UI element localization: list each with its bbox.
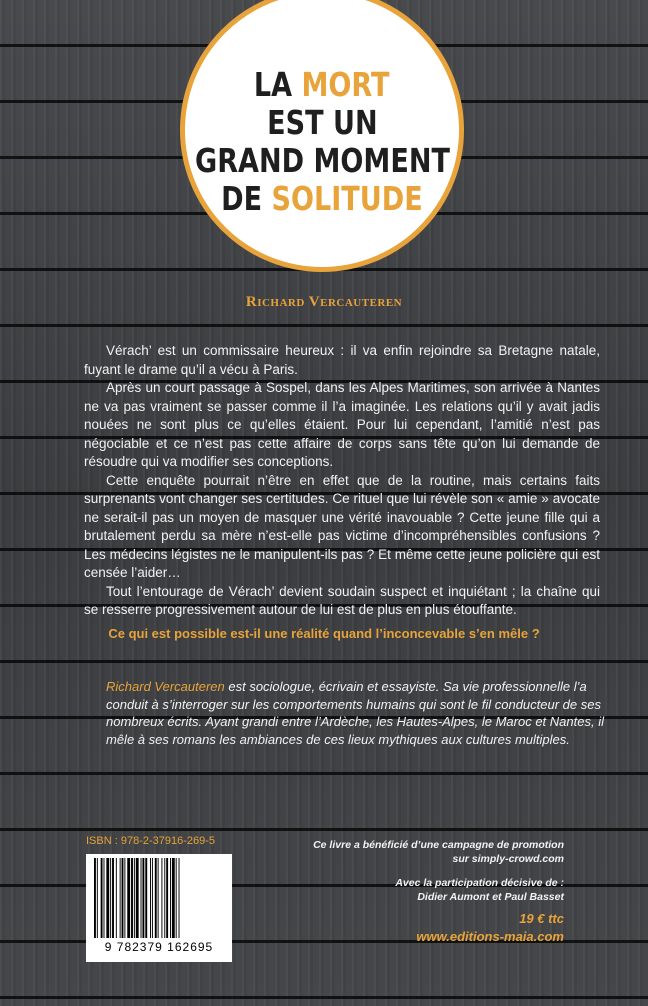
barcode-bar [142, 858, 144, 938]
participation-line-1: Avec la participation décisive de : [395, 877, 564, 889]
barcode-bar [166, 858, 168, 938]
barcode-bar [172, 858, 175, 938]
publisher-website: www.editions-maia.com [416, 929, 564, 944]
title-word-la: LA [254, 65, 302, 104]
barcode-bar [124, 858, 125, 938]
bio-text: est sociologue, écrivain et essayiste. Sa vie professionnelle l’a conduit à s’interroger sur les comportements humains qui sont le fil conducteur de ses nombreux écrits. Ayant grandi entre l’Ardèche, les Hautes-Alpes, le Maroc et Nantes, il mêle à ses romans les ambiances de ces lieux mythiques aux cultures multiples. [106, 679, 604, 747]
title-line-3: GRAND MOMENT [194, 141, 450, 180]
barcode-bar [176, 858, 177, 938]
barcode [86, 854, 232, 962]
author-name: Richard Vercauteren [245, 294, 403, 310]
author-bio [106, 678, 606, 748]
tagline-question: Ce qui est possible est-il une réalité quand l’inconcevable s’en mêle ? [108, 626, 540, 641]
barcode-bar [120, 858, 121, 938]
barcode-bar [127, 858, 130, 938]
barcode-bar [150, 858, 151, 938]
barcode-bar [161, 858, 162, 938]
title-word-de: DE [221, 179, 272, 218]
barcode-bar [94, 858, 96, 938]
title-line-1 [254, 66, 390, 104]
barcode-bar [116, 858, 117, 938]
barcode-bar [158, 858, 159, 938]
barcode-bar [136, 858, 139, 938]
barcode-bar [170, 858, 171, 938]
synopsis [84, 342, 600, 620]
barcode-bar [106, 858, 109, 938]
barcode-bar [97, 858, 98, 938]
promo-line-1: Ce livre a bénéficié d’une campagne de promotion [313, 839, 564, 851]
barcode-bar [179, 858, 180, 938]
barcode-bar [110, 858, 111, 938]
barcode-bar [141, 858, 142, 938]
title-line-2: EST UN [266, 103, 378, 142]
barcode-number: 9 782379 162695 [104, 940, 214, 954]
barcode-bar [145, 858, 147, 938]
barcode-bar [164, 858, 165, 938]
participation-line-2: Didier Aumont et Paul Basset [417, 891, 564, 903]
barcode-bar [152, 858, 153, 938]
barcode-bar [122, 858, 124, 938]
title-badge [180, 0, 464, 272]
barcode-bar [134, 858, 135, 938]
barcode-bars [92, 858, 226, 938]
title-word-solitude: SOLITUDE [271, 179, 423, 218]
title-word-mort: MORT [301, 65, 390, 104]
barcode-bar [112, 858, 114, 938]
promo-line-2: sur simply-crowd.com [452, 853, 564, 865]
price: 19 € ttc [519, 911, 564, 926]
publisher-info [264, 838, 564, 946]
bio-author-name: Richard Vercauteren [106, 679, 225, 694]
synopsis-paragraph: Vérach’ est un commissaire heureux : il va enfin rejoindre sa Bretagne natale, fuyant le drame qu’il a vécu à Paris. [84, 343, 600, 377]
barcode-bar [104, 858, 105, 938]
synopsis-paragraph: Tout l’entourage de Vérach’ devient soudain suspect et inquiétant ; la chaîne qui se resserre progressivement autour de lui est de plus en plus étouffante. [84, 583, 600, 617]
synopsis-paragraph: Après un court passage à Sospel, dans les Alpes Maritimes, son arrivée à Nantes ne va pas vraiment se passer comme il l’a imaginée. Les relations qu’il y avait jadis nouées ne sont plus ce qu’elles étaient. Pour lui cependant, l’amitié n’est pas négociable et ce n’est pas cette affaire de corps sans tête qu’on lui demande de résoudre qui va modifier ses conceptions. [84, 380, 600, 469]
barcode-bar [101, 858, 103, 938]
barcode-bar [131, 858, 133, 938]
synopsis-paragraph: Cette enquête pourrait n’être en effet que de la routine, mais certains faits surprenants vont changer ses certitudes. Ce rituel que lui révèle son « amie » avocate ne serait-il pas un moyen de masquer une vérité inavouable ? Cette jeune fille qui a brutalement perdu sa mère n’est-elle pas victime d’incompréhensibles confusions ? Les médecins légistes ne le manipulent-ils pas ? Et même cette jeune policière qui est censée l’aider… [84, 472, 600, 580]
title-line-4 [221, 180, 423, 218]
barcode-bar [155, 858, 157, 938]
isbn-label: ISBN : 978-2-37916-269-5 [86, 835, 216, 847]
